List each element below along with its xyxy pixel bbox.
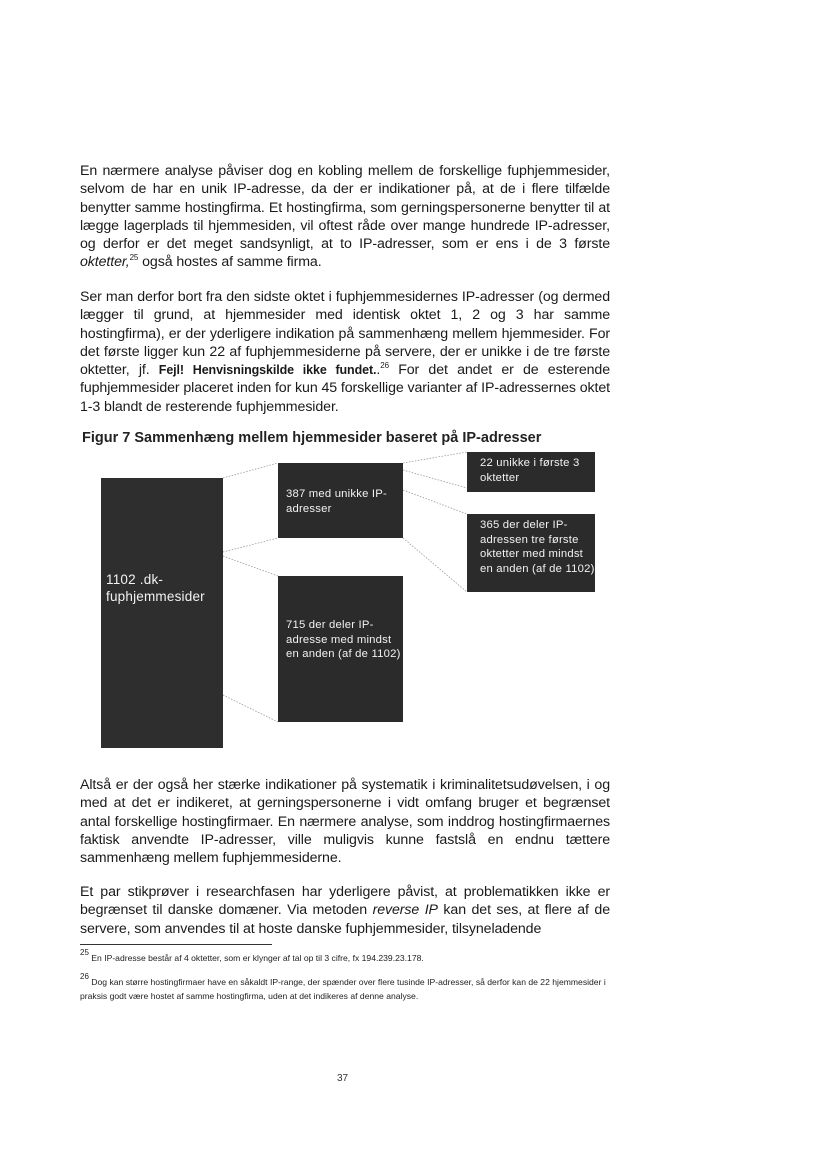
paragraph-systematics: Altså er der også her stærke indikationer på systematik i kriminalitetsudøvelsen, i og med at det er indikeret, at gerningspersonerne i vidt omfang bruger et begrænset antal forskellige hostingfirmaer. En nærmere analyse, som inddrog hostingfirmaernes faktisk anvendte IP-adresser, ville muligvis kunne fastslå en endnu tættere sammenhæng mellem fuphjemmesiderne.	[80, 777, 610, 867]
footnote-separator	[80, 944, 272, 945]
p1-text-b: også hostes af samme firma.	[138, 254, 322, 271]
figure-title: Figur 7 Sammenhæng mellem hjemmesider baseret på IP-adresser	[82, 430, 542, 446]
footnote-25-text: En IP-adresse består af 4 oktetter, som er klynger af tal op til 3 cifre, fx 194.239.23.178.	[91, 953, 424, 963]
p4-text-a: Et par stikprøver i researchfasen har yderligere påvist, at problematikken ikke er begrænset til danske domæner. Via metoden	[80, 884, 610, 919]
footnote-25	[80, 948, 620, 966]
paragraph-reverse-ip	[80, 883, 610, 938]
connector-main-unique-bottom	[223, 538, 278, 552]
box-shared-three-octets	[467, 514, 595, 592]
paragraph-hosting-analysis	[80, 162, 610, 272]
box-unique-ip-label: 387 med unikke IP-adresser	[286, 488, 387, 515]
box-shared-ip	[278, 576, 403, 722]
footnote-ref-25[interactable]: 25	[129, 253, 139, 263]
box-total-sites-label: 1102 .dk-fuphjemmesider	[106, 572, 205, 604]
box-shared-ip-label: 715 der deler IP-adresse med mindst en anden (af de 1102)	[286, 619, 401, 660]
p2-text-b: For det andet er de esterende fuphjemmesider placeret inden for kun 45 forskellige varianter af IP-adressernes oktet 1-3 blandt de resterende fuphjemmesider.	[80, 362, 611, 415]
box-unique-three-octets	[467, 452, 595, 492]
page-number: 37	[337, 1073, 349, 1084]
p4-emphasis: reverse IP	[372, 902, 438, 919]
footnote-26	[80, 972, 620, 1003]
connector-main-shared-bottom	[223, 695, 278, 722]
box-total-sites	[101, 478, 223, 748]
connector-main-unique-top	[223, 463, 278, 478]
box-shared-three-octets-label: 365 der deler IP-adressen tre første oktetter med mindst en anden (af de 1102)	[480, 519, 595, 575]
connector-shared-unique3-bottom	[403, 470, 467, 488]
connector-shared-unique3-top	[403, 452, 467, 463]
p2-text-mid: .	[376, 362, 381, 379]
p2-text-a: Ser man derfor bort fra den sidste oktet i fuphjemmesidernes IP-adresser (og dermed lægger til grund, at hjemmesider med identisk oktet 1, 2 og 3 har samme hostingfirma), er der yderligere indikation på sammenhæng mellem hjemmesider. For det første ligger kun 22 af fuphjemmesiderne på servere, der er unikke i de tre første oktetter, jf.	[80, 289, 610, 379]
paragraph-octet-analysis	[80, 288, 610, 416]
connector-shared-shared3-top	[403, 490, 467, 514]
box-unique-ip	[278, 463, 403, 538]
connector-shared-shared3-bottom	[403, 538, 467, 592]
connector-main-shared-top	[223, 556, 278, 576]
box-unique-three-octets-label: 22 unikke i første 3 oktetter	[480, 457, 580, 484]
footnote-26-marker: 26	[80, 972, 89, 981]
footnote-ref-26[interactable]: 26	[380, 361, 389, 371]
p1-text-a: En nærmere analyse påviser dog en kobling mellem de forskellige fuphjemmesider, selvom de har en unik IP-adresse, da der er indikationer på, at de i flere tilfælde benytter samme hostingfirma. Et hostingfirma, som gerningspersonerne benytter til at lægge lagerplads til hjemmesiden, vil oftest råde over mange hundrede IP-adresser, og derfor er det meget sandsynligt, at to IP-adresser, som er ens i de 3 første	[80, 163, 610, 253]
footnote-26-text: Dog kan større hostingfirmaer have en såkaldt IP-range, der spænder over flere tusinde IP-adresser, så derfor kan de 22 hjemmesider i praksis godt være hostet af samme hostingfirma, uden at det indikeres af denne analyse.	[80, 977, 606, 1001]
p1-emphasis: oktetter,	[80, 254, 130, 271]
footnote-25-marker: 25	[80, 948, 89, 957]
reference-error: Fejl! Henvisningskilde ikke fundet.	[158, 363, 377, 378]
p4-text-b: kan det ses, at flere af de servere, som anvendes til at hoste danske fuphjemmesider, tilsyneladende	[80, 902, 610, 937]
